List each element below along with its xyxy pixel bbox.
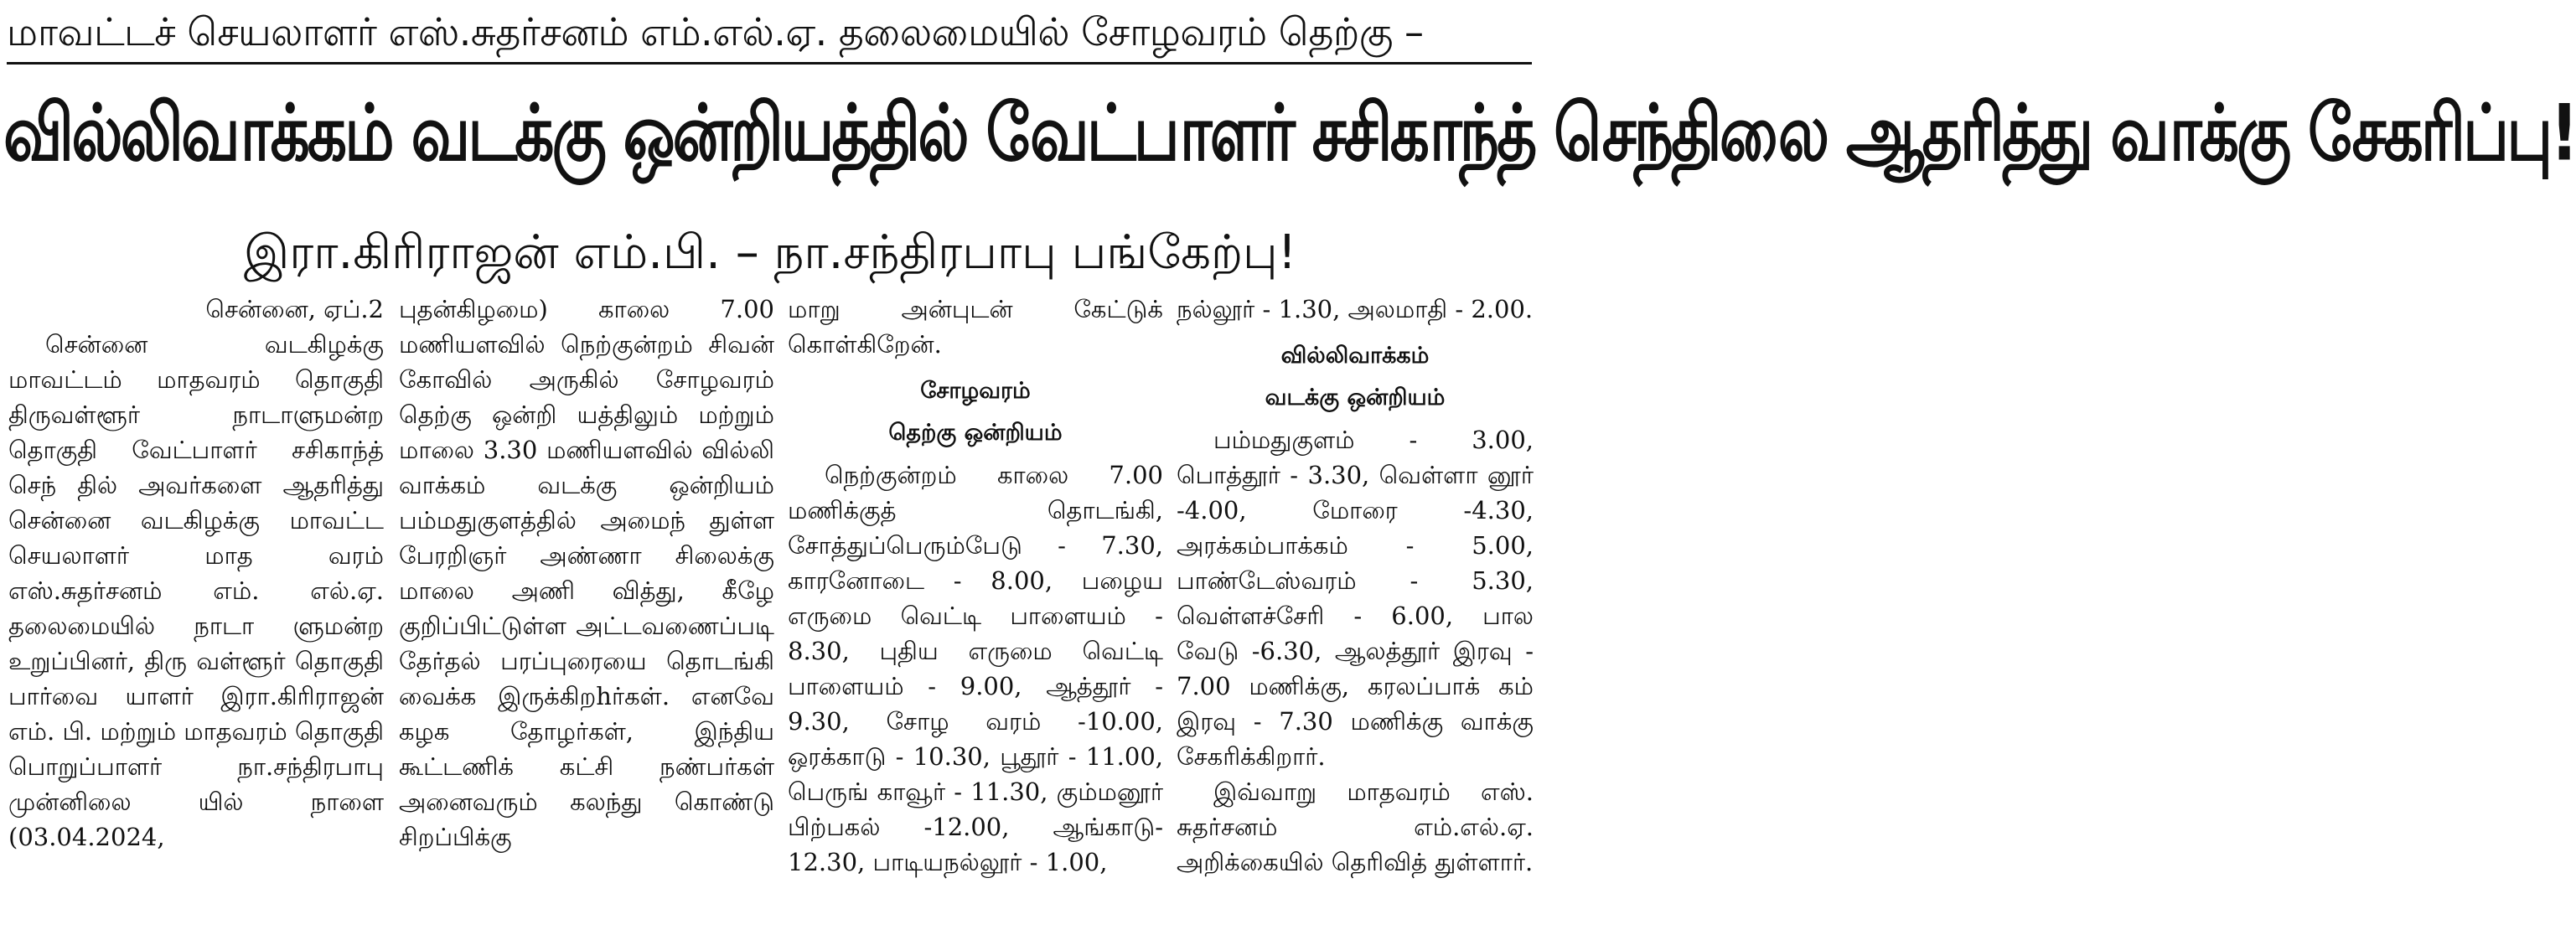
section-heading-line-1: வில்லிவாக்கம்: [1280, 343, 1430, 369]
sub-headline: இரா.கிரிராஜன் எம்.பி. – நா.சந்திரபாபு பங்கேற்பு!: [243, 225, 1297, 280]
kicker-headline: மாவட்டச் செயலாளர் எஸ்.சுதர்சனம் எம்.எல்.ஏ. தலைமையில் சோழவரம் தெற்கு –: [7, 9, 1424, 54]
column-4-closing: இவ்வாறு மாதவரம் எஸ். சுதர்சனம் எம்.எல்.ஏ. அறிக்கையில் தெரிவித் துள்ளார்.: [1177, 777, 1534, 876]
main-headline: வில்லிவாக்கம் வடக்கு ஒன்றியத்தில் வேட்பாளர் சசிகாந்த் செந்திலை ஆதரித்து வாக்கு சேகரிப்பு!: [3, 88, 2576, 178]
column-4-lead: நல்லூர் - 1.30, அலமாதி - 2.00.: [1177, 295, 1534, 323]
section-heading-line-1: சோழவரம்: [920, 378, 1031, 404]
section-heading-line-2: தெற்கு ஒன்றியம்: [888, 420, 1063, 446]
section-heading-villivakkam: [1177, 338, 1534, 416]
article-column-4: [1177, 292, 1534, 937]
dateline: சென்னை, ஏப்.2: [205, 295, 384, 323]
article-column-1: [8, 292, 384, 937]
article-column-2: [399, 292, 774, 937]
section-heading-line-2: வடக்கு ஒன்றியம்: [1265, 385, 1446, 411]
column-2-body: புதன்கிழமை) காலை 7.00 மணியளவில் நெற்குன்றம் சிவன் கோவில் அருகில் சோழவரம் தெற்கு ஒன்றி யத்திலும் மற்றும் மாலை 3.30 மணியளவில் வில்லி வாக்கம் வடக்கு ஒன்றியம் பம்மதுகுளத்தில் அமைந் துள்ள பேரறிஞர் அண்ணா சிலைக்கு மாலை அணி வித்து, கீழே குறிப்பிட்டுள்ள அட்டவணைப்படி தேர்தல் பரப்புரையை தொடங்கி வைக்க இருக்கிறhர்கள். எனவே கழக தோழர்கள், இந்திய கூட்டணிக் கட்சி நண்பர்கள் அனைவரும் கலந்து கொண்டு சிறப்பிக்கு: [399, 295, 774, 851]
column-1-body: சென்னை வடகிழக்கு மாவட்டம் மாதவரம் தொகுதி திருவள்ளூர் நாடாளுமன்ற தொகுதி வேட்பாளர் சசிகாந்த் செந் தில் அவர்களை ஆதரித்து சென்னை வடகிழக்கு மாவட்ட செயலாளர் மாத வரம் எஸ்.சுதர்சனம் எம். எல்.ஏ. தலைமையில் நாடா ளுமன்ற உறுப்பினர், திரு வள்ளூர் தொகுதி பார்வை யாளர் இரா.கிரிராஜன் எம். பி. மற்றும் மாதவரம் தொகுதி பொறுப்பாளர் நா.சந்திரபாபு முன்னிலை யில் நாளை (03.04.2024,: [8, 330, 384, 851]
column-4-body: பம்மதுகுளம் - 3.00, பொத்தூர் - 3.30, வெள்ளா னூர் -4.00, மோரை -4.30, அரக்கம்பாக்கம் - 5.00, பாண்டேஸ்வரம் - 5.30, வெள்ளச்சேரி - 6.00, பால வேடு -6.30, ஆலத்தூர் இரவு - 7.00 மணிக்கு, கரலப்பாக் கம் இரவு - 7.30 மணிக்கு வாக்கு சேகரிக்கிறார்.: [1177, 426, 1534, 771]
column-3-body: நெற்குன்றம் காலை 7.00 மணிக்குத் தொடங்கி, சோத்துப்பெரும்பேடு - 7.30, காரனோடை - 8.00, பழைய எருமை வெட்டி பாளையம் - 8.30, புதிய எருமை வெட்டி பாளையம் - 9.00, ஆத்தூர் - 9.30, சோழ வரம் -10.00, ஒரக்காடு - 10.30, பூதூர் - 11.00, பெருங் காவூர் - 11.30, கும்மனூர் பிற்பகல் -12.00, ஆங்காடு- 12.30, பாடியநல்லூர் - 1.00,: [788, 461, 1163, 876]
section-heading-cholavaram: [788, 374, 1163, 451]
article-column-3: [788, 292, 1163, 937]
column-3-lead: மாறு அன்புடன் கேட்டுக் கொள்கிறேன்.: [788, 295, 1163, 359]
